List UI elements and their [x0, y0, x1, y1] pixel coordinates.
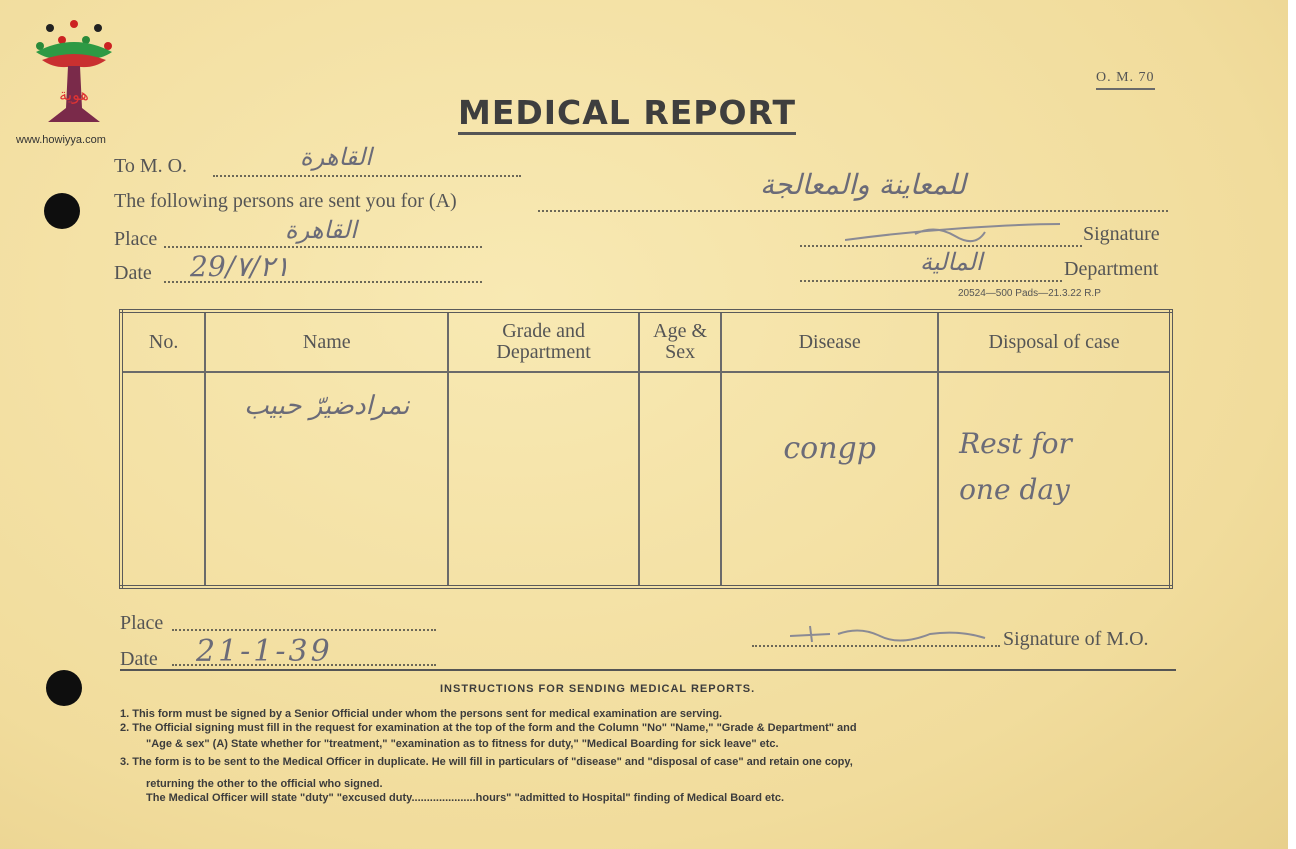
cell-disposal — [938, 372, 1171, 587]
cell-name — [205, 372, 448, 587]
following-value: للمعاينة والمعالجة — [760, 168, 966, 201]
logo-arabic-text: هوية — [59, 85, 89, 104]
divider — [120, 669, 1176, 671]
table-header-row — [121, 311, 1171, 372]
instructions-heading: INSTRUCTIONS FOR SENDING MEDICAL REPORTS. — [440, 683, 756, 695]
persons-table — [119, 309, 1173, 589]
col-header-disease: Disease — [721, 311, 938, 372]
instruction-line-3c: The Medical Officer will state "duty" "excused duty.....................hours" "admitted to Hospital" finding of Medical Board etc. — [146, 792, 785, 804]
cell-disease — [721, 372, 938, 587]
department-label: Department — [1064, 258, 1159, 280]
cell-age-sex — [639, 372, 721, 587]
col-header-age-sex: Age & Sex — [639, 311, 721, 372]
cell-disposal-value: Rest for one day — [959, 427, 1072, 506]
department-value: المالية — [920, 248, 983, 276]
form-code: O. M. 70 — [1096, 70, 1155, 90]
cell-no — [121, 372, 205, 587]
instruction-line-2b: "Age & sex" (A) State whether for "treatment," "examination as to fitness for duty," "Medical Boarding for sick leave" etc. — [146, 738, 779, 750]
col-header-grade: Grade and Department — [448, 311, 639, 372]
col-header-disposal: Disposal of case — [938, 311, 1171, 372]
instruction-line-3b: returning the other to the official who signed. — [146, 778, 383, 790]
date-value: 29/٧/٢١ — [190, 250, 290, 283]
date-label: Date — [114, 262, 152, 284]
following-label: The following persons are sent you for (A) — [114, 190, 457, 212]
signature-label: Signature — [1083, 223, 1160, 245]
col-header-name: Name — [205, 311, 448, 372]
print-code: 20524—500 Pads—21.3.22 R.P — [958, 288, 1101, 299]
watermark-url: www.howiyya.com — [16, 134, 106, 146]
instruction-line-3: 3. The form is to be sent to the Medical Officer in duplicate. He will fill in particulars of "disease" and "disposal of case" and retain one copy, — [120, 756, 853, 768]
page-title: MEDICAL REPORT — [458, 93, 796, 135]
to-mo-label: To M. O. — [114, 155, 188, 177]
instruction-line-1: 1. This form must be signed by a Senior Official under whom the persons sent for medical examination are serving. — [120, 708, 723, 720]
howiyya-logo — [28, 18, 120, 130]
page-edge — [1288, 0, 1296, 849]
cell-name-value: نمرادضيرّ حبيب — [244, 391, 410, 421]
place-value: القاهرة — [285, 216, 357, 244]
footer-place-label: Place — [120, 612, 164, 634]
cell-grade — [448, 372, 639, 587]
instruction-line-2: 2. The Official signing must fill in the request for examination at the top of the form and the Column "No" "Name," "Grade & Department" and — [120, 722, 857, 734]
place-label: Place — [114, 228, 158, 250]
to-mo-value: القاهرة — [300, 143, 372, 171]
cell-disease-value: congp — [783, 431, 876, 466]
mo-signature-scribble — [790, 620, 990, 652]
punch-hole-bottom — [46, 670, 82, 706]
table-row — [121, 372, 1171, 587]
signature-mo-label: Signature of M.O. — [1003, 628, 1149, 650]
punch-hole-top — [44, 193, 80, 229]
col-header-no: No. — [121, 311, 205, 372]
footer-date-value: 21-1-39 — [196, 634, 333, 669]
footer-date-label: Date — [120, 648, 158, 670]
